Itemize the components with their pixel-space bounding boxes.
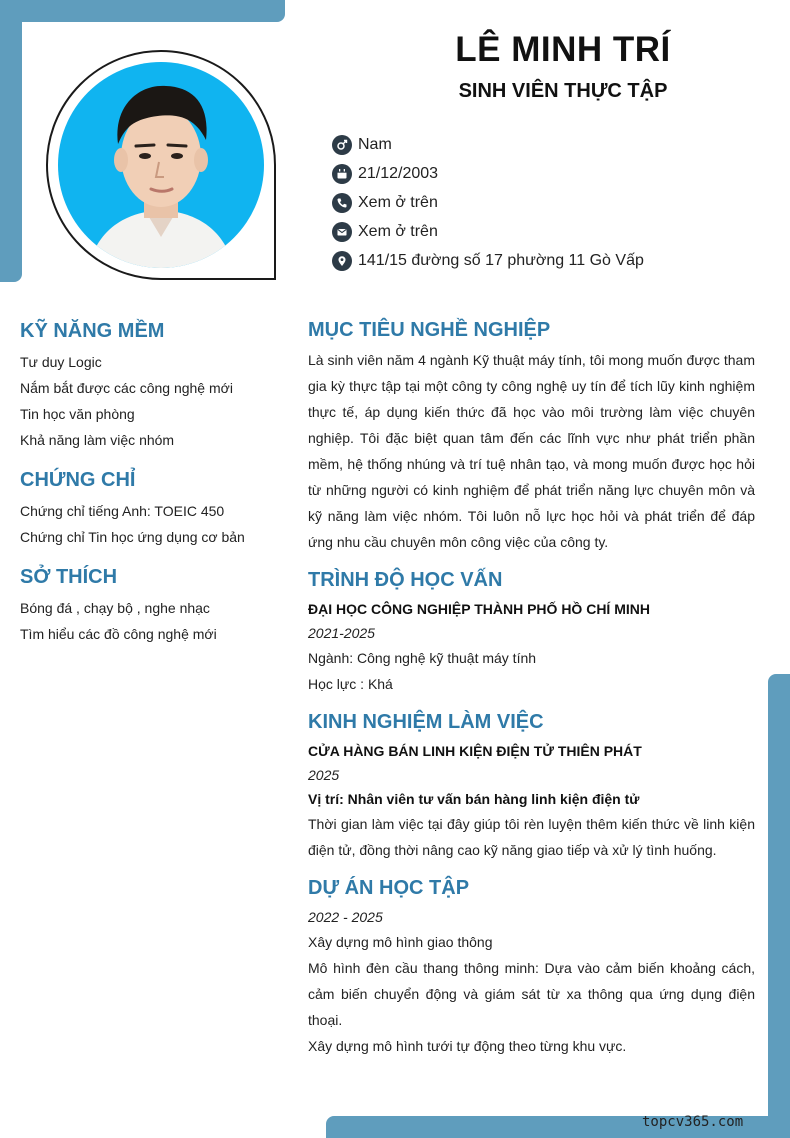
- list-item: Chứng chỉ tiếng Anh: TOEIC 450: [20, 503, 225, 519]
- gender-text: Nam: [358, 135, 392, 153]
- hobbies-title: SỞ THÍCH: [20, 566, 118, 588]
- objective-section: [308, 317, 755, 555]
- education-grade: Học lực : Khá: [308, 676, 393, 692]
- right-column: [308, 317, 755, 1071]
- gender-icon: [332, 135, 352, 155]
- education-period: 2021-2025: [308, 625, 375, 641]
- project-description: Mô hình đèn cầu thang thông minh: Dựa vào cảm biến khoảng cách, cảm biến chuyển động và giám sát từ xa thông qua ứng dụng điện thoại.: [308, 960, 755, 1028]
- contact-email[interactable]: [332, 217, 644, 246]
- school-name: ĐẠI HỌC CÔNG NGHIỆP THÀNH PHỐ HỒ CHÍ MINH: [308, 601, 650, 617]
- contact-list: [332, 130, 644, 275]
- list-item: Tư duy Logic: [20, 354, 102, 370]
- location-icon: [332, 251, 352, 271]
- address-text: 141/15 đường số 17 phường 11 Gò Vấp: [358, 251, 644, 269]
- candidate-role: SINH VIÊN THỰC TẬP: [458, 80, 668, 102]
- projects-title: DỰ ÁN HỌC TẬP: [308, 877, 470, 899]
- list-item: Chứng chỉ Tin học ứng dụng cơ bản: [20, 529, 245, 545]
- watermark: topcv365.com: [642, 1114, 744, 1130]
- projects-section: [308, 875, 755, 1059]
- email-text: Xem ở trên: [358, 222, 438, 240]
- experience-period: 2025: [308, 767, 340, 783]
- contact-address: [332, 246, 644, 275]
- objective-title: MỤC TIÊU NGHỀ NGHIỆP: [308, 319, 551, 341]
- email-icon: [332, 222, 352, 242]
- certificates-title: CHỨNG CHỈ: [20, 469, 136, 491]
- contact-gender: [332, 130, 644, 159]
- portrait-illustration: [58, 62, 264, 268]
- experience-title: KINH NGHIỆM LÀM VIỆC: [308, 711, 544, 733]
- education-title: TRÌNH ĐỘ HỌC VẤN: [308, 569, 503, 591]
- project-line-2: Xây dựng mô hình tưới tự động theo từng khu vực.: [308, 1038, 627, 1054]
- accent-right-bar: [768, 674, 790, 1138]
- list-item: Tìm hiểu các đồ công nghệ mới: [20, 626, 217, 642]
- experience-section: [308, 709, 755, 863]
- list-item: Khả năng làm việc nhóm: [20, 432, 175, 448]
- profile-photo: [58, 62, 264, 268]
- experience-position: Vị trí: Nhân viên tư vấn bán hàng linh kiện điện tử: [308, 791, 640, 807]
- accent-top-bar: [0, 0, 285, 22]
- list-item: Bóng đá , chạy bộ , nghe nhạc: [20, 600, 210, 616]
- soft-skills-title: KỸ NĂNG MỀM: [20, 320, 165, 342]
- left-column: [20, 318, 280, 661]
- candidate-name: LÊ MINH TRÍ: [455, 30, 671, 69]
- contact-birthday: [332, 159, 644, 188]
- education-section: [308, 567, 755, 697]
- contact-phone[interactable]: [332, 188, 644, 217]
- project-line-1: Xây dựng mô hình giao thông: [308, 934, 493, 950]
- soft-skills-section: [20, 318, 280, 453]
- list-item: Tin học văn phòng: [20, 406, 135, 422]
- projects-period: 2022 - 2025: [308, 909, 383, 925]
- phone-icon: [332, 193, 352, 213]
- certificates-section: [20, 467, 280, 550]
- objective-text: Là sinh viên năm 4 ngành Kỹ thuật máy tính, tôi mong muốn được tham gia kỳ thực tập tại một công ty công nghệ uy tín để tích lũy kinh nghiệm thực tế, áp dụng kiến thức đã học vào môi trường làm việc chuyên nghiệp. Tôi đặc biệt quan tâm đến các lĩnh vực như phát triển phần mềm, hệ thống nhúng và trí tuệ nhân tạo, và mong muốn được học hỏi từ những người có kinh nghiệm để phát triển năng lực chuyên môn và kỹ năng làm việc nhóm. Tôi luôn nỗ lực học hỏi và phát triển để đáp ứng nhu cầu chuyên môn công việc của công ty.: [308, 352, 755, 550]
- accent-left-bar: [0, 0, 22, 282]
- calendar-icon: [332, 164, 352, 184]
- birthday-text: 21/12/2003: [358, 164, 439, 182]
- list-item: Nắm bắt được các công nghệ mới: [20, 380, 233, 396]
- hobbies-section: [20, 564, 280, 647]
- education-major: Ngành: Công nghệ kỹ thuật máy tính: [308, 650, 537, 666]
- profile-photo-frame: [46, 50, 276, 280]
- experience-description: Thời gian làm việc tại đây giúp tôi rèn luyện thêm kiến thức về linh kiện điện tử, đồng thời nâng cao kỹ năng giao tiếp và xử lý tình huống.: [308, 816, 755, 858]
- company-name: CỬA HÀNG BÁN LINH KIỆN ĐIỆN TỬ THIÊN PHÁT: [308, 743, 642, 759]
- phone-text: Xem ở trên: [358, 193, 438, 211]
